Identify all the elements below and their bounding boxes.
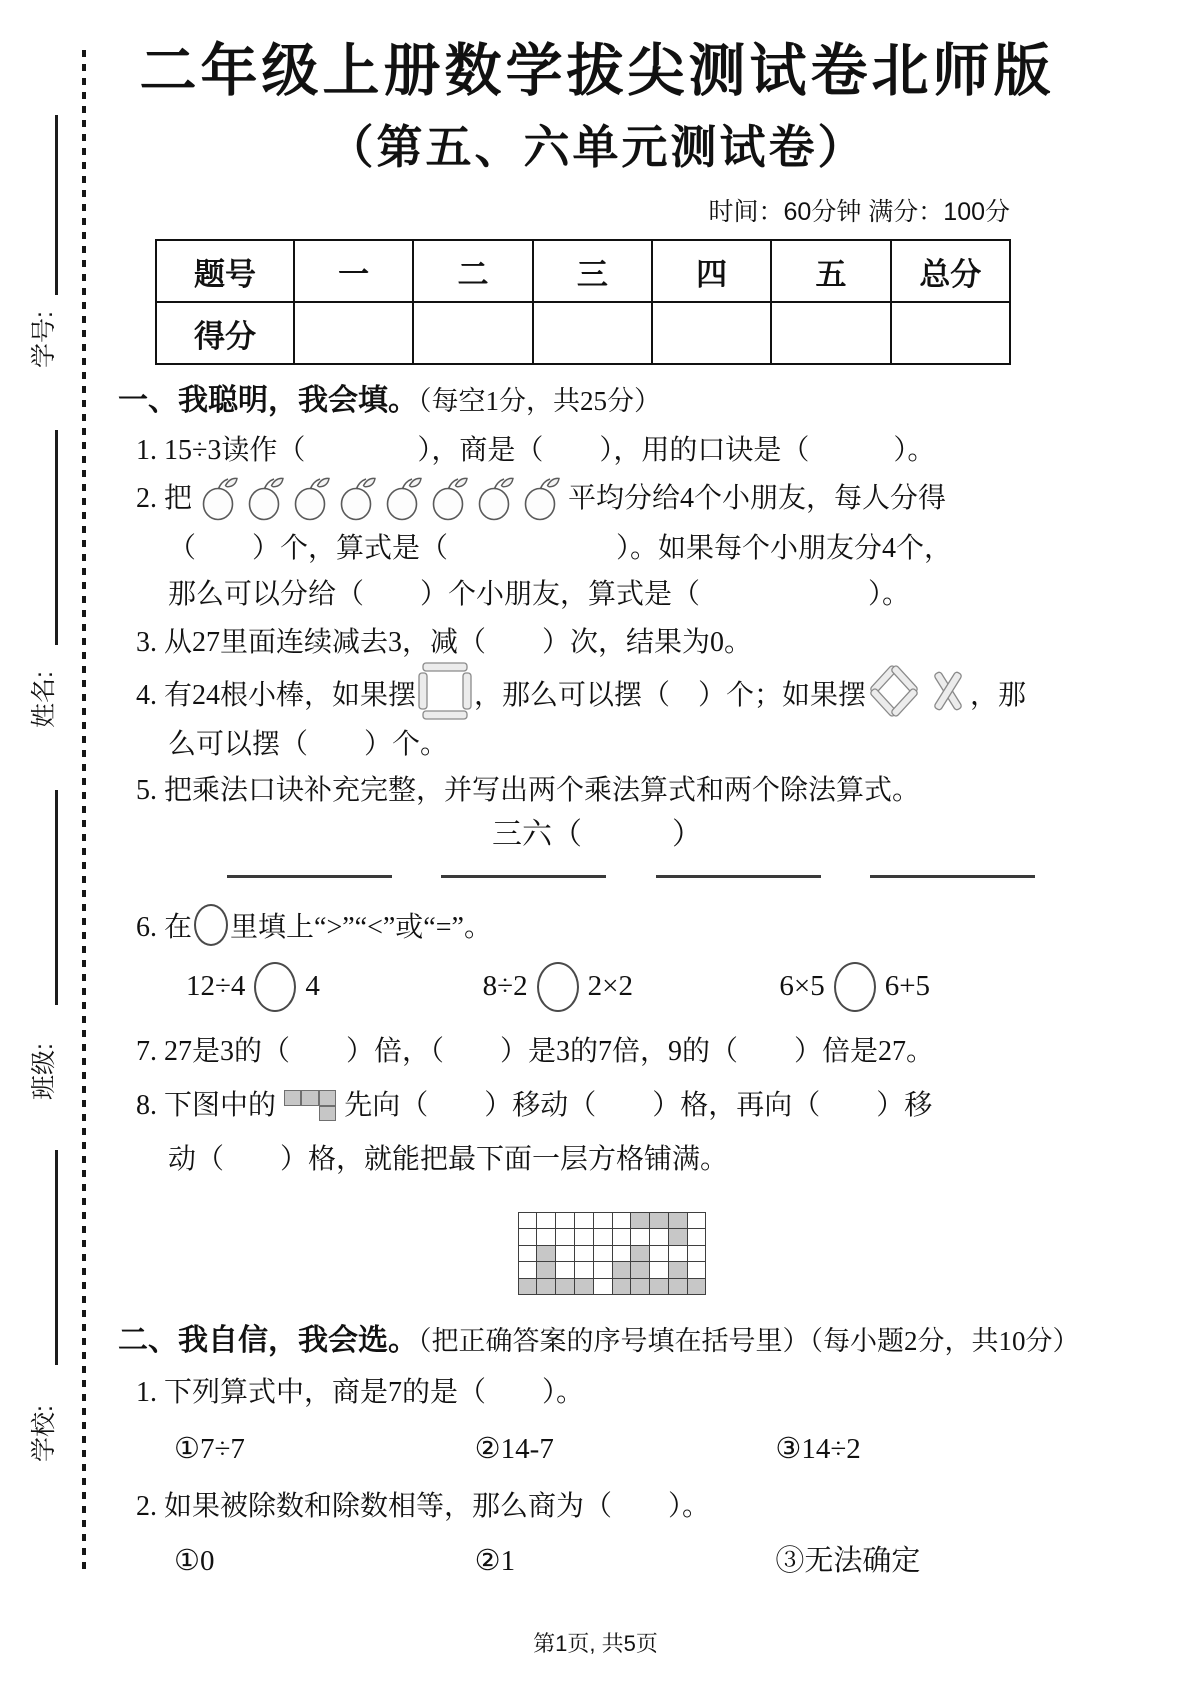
- grid-cell: [650, 1229, 669, 1246]
- grid-cell: [669, 1229, 688, 1246]
- score-table-header-row: [156, 240, 1010, 302]
- piece-cell: [284, 1090, 301, 1106]
- q6-comparison-row: [118, 962, 1076, 1012]
- main-content: [118, 0, 1080, 1581]
- apple-icon: [197, 476, 241, 522]
- question-1: 1. 15÷3读作（ ），商是（ ），用的口诀是（ ）。: [136, 435, 936, 466]
- q4-text-mid: ，那么可以摆（ ）个；如果摆: [474, 680, 867, 711]
- apples-group: [196, 476, 564, 522]
- stick-square-icon: [416, 660, 474, 732]
- option-item: ②14-7: [474, 1433, 554, 1466]
- name-label: 姓名:: [30, 671, 58, 728]
- grid-cell: [556, 1246, 575, 1263]
- section2-question-1: 1. 下列算式中，商是7的是（ ）。: [136, 1377, 585, 1409]
- question-7: 7. 27是3的（ ）倍，（ ）是3的7倍，9的（ ）倍是27。: [136, 1035, 935, 1067]
- option-item: ①0: [174, 1545, 215, 1578]
- section2-heading-note: （把正确答案的序号填在括号里）（每小题2分，共10分）: [418, 1326, 1080, 1357]
- score-empty-cell: [771, 302, 890, 364]
- grid-cell: [556, 1262, 575, 1279]
- score-empty-cell: [891, 302, 1010, 364]
- grid-cell: [688, 1246, 707, 1263]
- apple-icon: [427, 476, 471, 522]
- answer-blank-line: [656, 875, 821, 878]
- comparison-item: [779, 962, 1076, 1012]
- grid-cell: [613, 1213, 632, 1230]
- section1-heading-title: 一、我聪明，我会填。: [118, 384, 418, 417]
- score-table-header-cell: 总分: [891, 240, 1010, 302]
- grid-cell: [575, 1279, 594, 1296]
- grid-cell: [688, 1262, 707, 1279]
- student-id-label: 学号:: [30, 311, 58, 368]
- s2q1-options-row: [118, 1429, 1076, 1469]
- school-write-line: [55, 1150, 58, 1365]
- q4-text-pre: 4. 有24根小棒，如果摆: [136, 680, 417, 711]
- answer-blanks: [227, 875, 1035, 878]
- grid-cell: [537, 1262, 556, 1279]
- comparison-right: 4: [305, 970, 320, 1002]
- paper-subtitle: （第五、六单元测试卷）: [327, 121, 867, 173]
- apple-icon: [519, 476, 563, 522]
- piece-cell: [319, 1090, 336, 1106]
- grid-cell: [594, 1229, 613, 1246]
- comparison-left: 6×5: [779, 970, 825, 1002]
- grid-cell: [650, 1262, 669, 1279]
- score-table-header-cell: 一: [294, 240, 413, 302]
- piece-cell: [301, 1106, 318, 1122]
- piece-cell: [301, 1090, 318, 1106]
- score-table-header-cell: 三: [533, 240, 652, 302]
- apple-icon: [473, 476, 517, 522]
- compare-circle-icon: [254, 962, 296, 1012]
- grid-cell: [575, 1229, 594, 1246]
- s2q2-options-row: [118, 1541, 1076, 1581]
- grid-cell: [650, 1279, 669, 1296]
- q8-text-post: 先向（ ）移动（ ）格，再向（ ）移: [344, 1089, 933, 1121]
- grid-cell: [669, 1262, 688, 1279]
- q8-text-pre: 8. 下图中的: [136, 1089, 277, 1121]
- option-item: ③14÷2: [775, 1433, 861, 1466]
- question-4-line1: [118, 667, 1076, 725]
- grid-cell: [669, 1246, 688, 1263]
- q6-text-post: 里填上“>”“<”或“=”。: [230, 911, 492, 943]
- score-table-score-row: [156, 302, 1010, 364]
- piece-cell: [284, 1106, 301, 1122]
- question-3: 3. 从27里面连续减去3，减（ ）次，结果为0。: [136, 627, 753, 658]
- student-id-write-line: [55, 115, 58, 295]
- grid-cell: [519, 1246, 538, 1263]
- score-table: [155, 239, 1011, 365]
- answer-blank-line: [227, 875, 392, 878]
- grid-cell: [631, 1229, 650, 1246]
- q2-text-pre: 2. 把: [136, 483, 193, 514]
- compare-circle-icon: [537, 962, 579, 1012]
- class-label: 班级:: [30, 1043, 58, 1100]
- fold-dashed-line: [82, 50, 86, 1572]
- section1-heading-note: （每空1分，共25分）: [418, 386, 661, 416]
- compare-circle-icon: [194, 904, 228, 946]
- grid-cell: [688, 1279, 707, 1296]
- grid-cell: [650, 1246, 669, 1263]
- score-empty-cell: [294, 302, 413, 364]
- compare-circle-icon: [834, 962, 876, 1012]
- mosaic-grid: [518, 1212, 707, 1296]
- grid-cell: [594, 1262, 613, 1279]
- comparison-right: 2×2: [587, 970, 633, 1002]
- apple-icon: [335, 476, 379, 522]
- grid-cell: [537, 1246, 556, 1263]
- piece-cell: [319, 1106, 336, 1122]
- question-2-line3: 那么可以分给（ ）个小朋友，算式是（ ）。: [168, 579, 911, 610]
- grid-cell: [631, 1213, 650, 1230]
- grid-cell: [575, 1213, 594, 1230]
- section1-heading: [118, 381, 1076, 421]
- grid-cell: [537, 1213, 556, 1230]
- grid-cell: [669, 1279, 688, 1296]
- grid-cell: [631, 1262, 650, 1279]
- score-table-header-cell: 四: [652, 240, 771, 302]
- grid-cell: [669, 1213, 688, 1230]
- grid-cell: [594, 1279, 613, 1296]
- question-2-line1: [118, 475, 1076, 523]
- grid-cell: [519, 1279, 538, 1296]
- grid-cell: [594, 1213, 613, 1230]
- question-6: [118, 904, 1076, 946]
- apple-icon: [289, 476, 333, 522]
- comparison-left: 8÷2: [482, 970, 528, 1002]
- grid-cell: [519, 1213, 538, 1230]
- score-table-header-cell: 五: [771, 240, 890, 302]
- grid-cell: [613, 1246, 632, 1263]
- grid-cell: [631, 1246, 650, 1263]
- q6-text-pre: 6. 在: [136, 911, 193, 943]
- question-8-line2: 动（ ）格，就能把最下面一层方格铺满。: [168, 1143, 729, 1175]
- question-4-line2: 么可以摆（ ）个。: [168, 729, 449, 760]
- grid-cell: [613, 1279, 632, 1296]
- q5-formula-blank: 三六（ ）: [492, 818, 702, 851]
- grid-cell: [650, 1213, 669, 1230]
- question-8-line1: [118, 1078, 1076, 1134]
- comparison-item: [483, 962, 780, 1012]
- grid-cell: [556, 1279, 575, 1296]
- grid-cell: [556, 1213, 575, 1230]
- apple-icon: [381, 476, 425, 522]
- grid-cell: [537, 1229, 556, 1246]
- stick-diamond-x-icon: [866, 660, 970, 732]
- question-5: 5. 把乘法口诀补充完整，并写出两个乘法算式和两个除法算式。: [136, 775, 921, 806]
- grid-cell: [519, 1229, 538, 1246]
- apple-icon: [243, 476, 287, 522]
- answer-blank-line: [441, 875, 606, 878]
- score-row-label: 得分: [156, 302, 294, 364]
- school-label: 学校:: [30, 1405, 58, 1462]
- section2-heading-title: 二、我自信，我会选。: [118, 1324, 418, 1358]
- section2-question-2: 2. 如果被除数和除数相等，那么商为（ ）。: [136, 1491, 711, 1523]
- grid-cell: [631, 1279, 650, 1296]
- score-table-header-cell: 二: [413, 240, 532, 302]
- option-item: ②1: [474, 1545, 516, 1578]
- answer-blank-line: [870, 875, 1035, 878]
- q2-text-post: 平均分给4个小朋友，每人分得: [568, 483, 947, 514]
- piece-icon: [284, 1090, 336, 1121]
- time-score-info: 时间：60分钟 满分：100分: [708, 198, 1010, 226]
- score-empty-cell: [652, 302, 771, 364]
- paper-title: 二年级上册数学拔尖测试卷北师版: [139, 39, 1055, 103]
- grid-cell: [537, 1279, 556, 1296]
- grid-cell: [556, 1229, 575, 1246]
- grid-cell: [575, 1246, 594, 1263]
- option-item: ①7÷7: [174, 1433, 245, 1466]
- section2-heading: [118, 1321, 1080, 1361]
- grid-cell: [575, 1262, 594, 1279]
- comparison-right: 6+5: [884, 970, 931, 1002]
- grid-cell: [613, 1229, 632, 1246]
- score-empty-cell: [533, 302, 652, 364]
- question-2-line2: （ ）个，算式是（ ）。如果每个小朋友分4个，: [168, 533, 953, 564]
- score-empty-cell: [413, 302, 532, 364]
- grid-cell: [594, 1246, 613, 1263]
- option-item: ③无法确定: [775, 1545, 921, 1578]
- name-write-line: [55, 430, 58, 645]
- comparison-left: 12÷4: [186, 970, 246, 1002]
- grid-cell: [519, 1262, 538, 1279]
- score-table-header-cell: 题号: [156, 240, 294, 302]
- mosaic-grid-figure: [118, 1212, 1076, 1296]
- class-write-line: [55, 790, 58, 1005]
- grid-cell: [688, 1229, 707, 1246]
- grid-cell: [613, 1262, 632, 1279]
- comparison-item: [186, 962, 483, 1012]
- q4-text-post: ，那: [970, 680, 1027, 711]
- grid-cell: [688, 1213, 707, 1230]
- page-number: 第1页, 共5页: [533, 1631, 658, 1656]
